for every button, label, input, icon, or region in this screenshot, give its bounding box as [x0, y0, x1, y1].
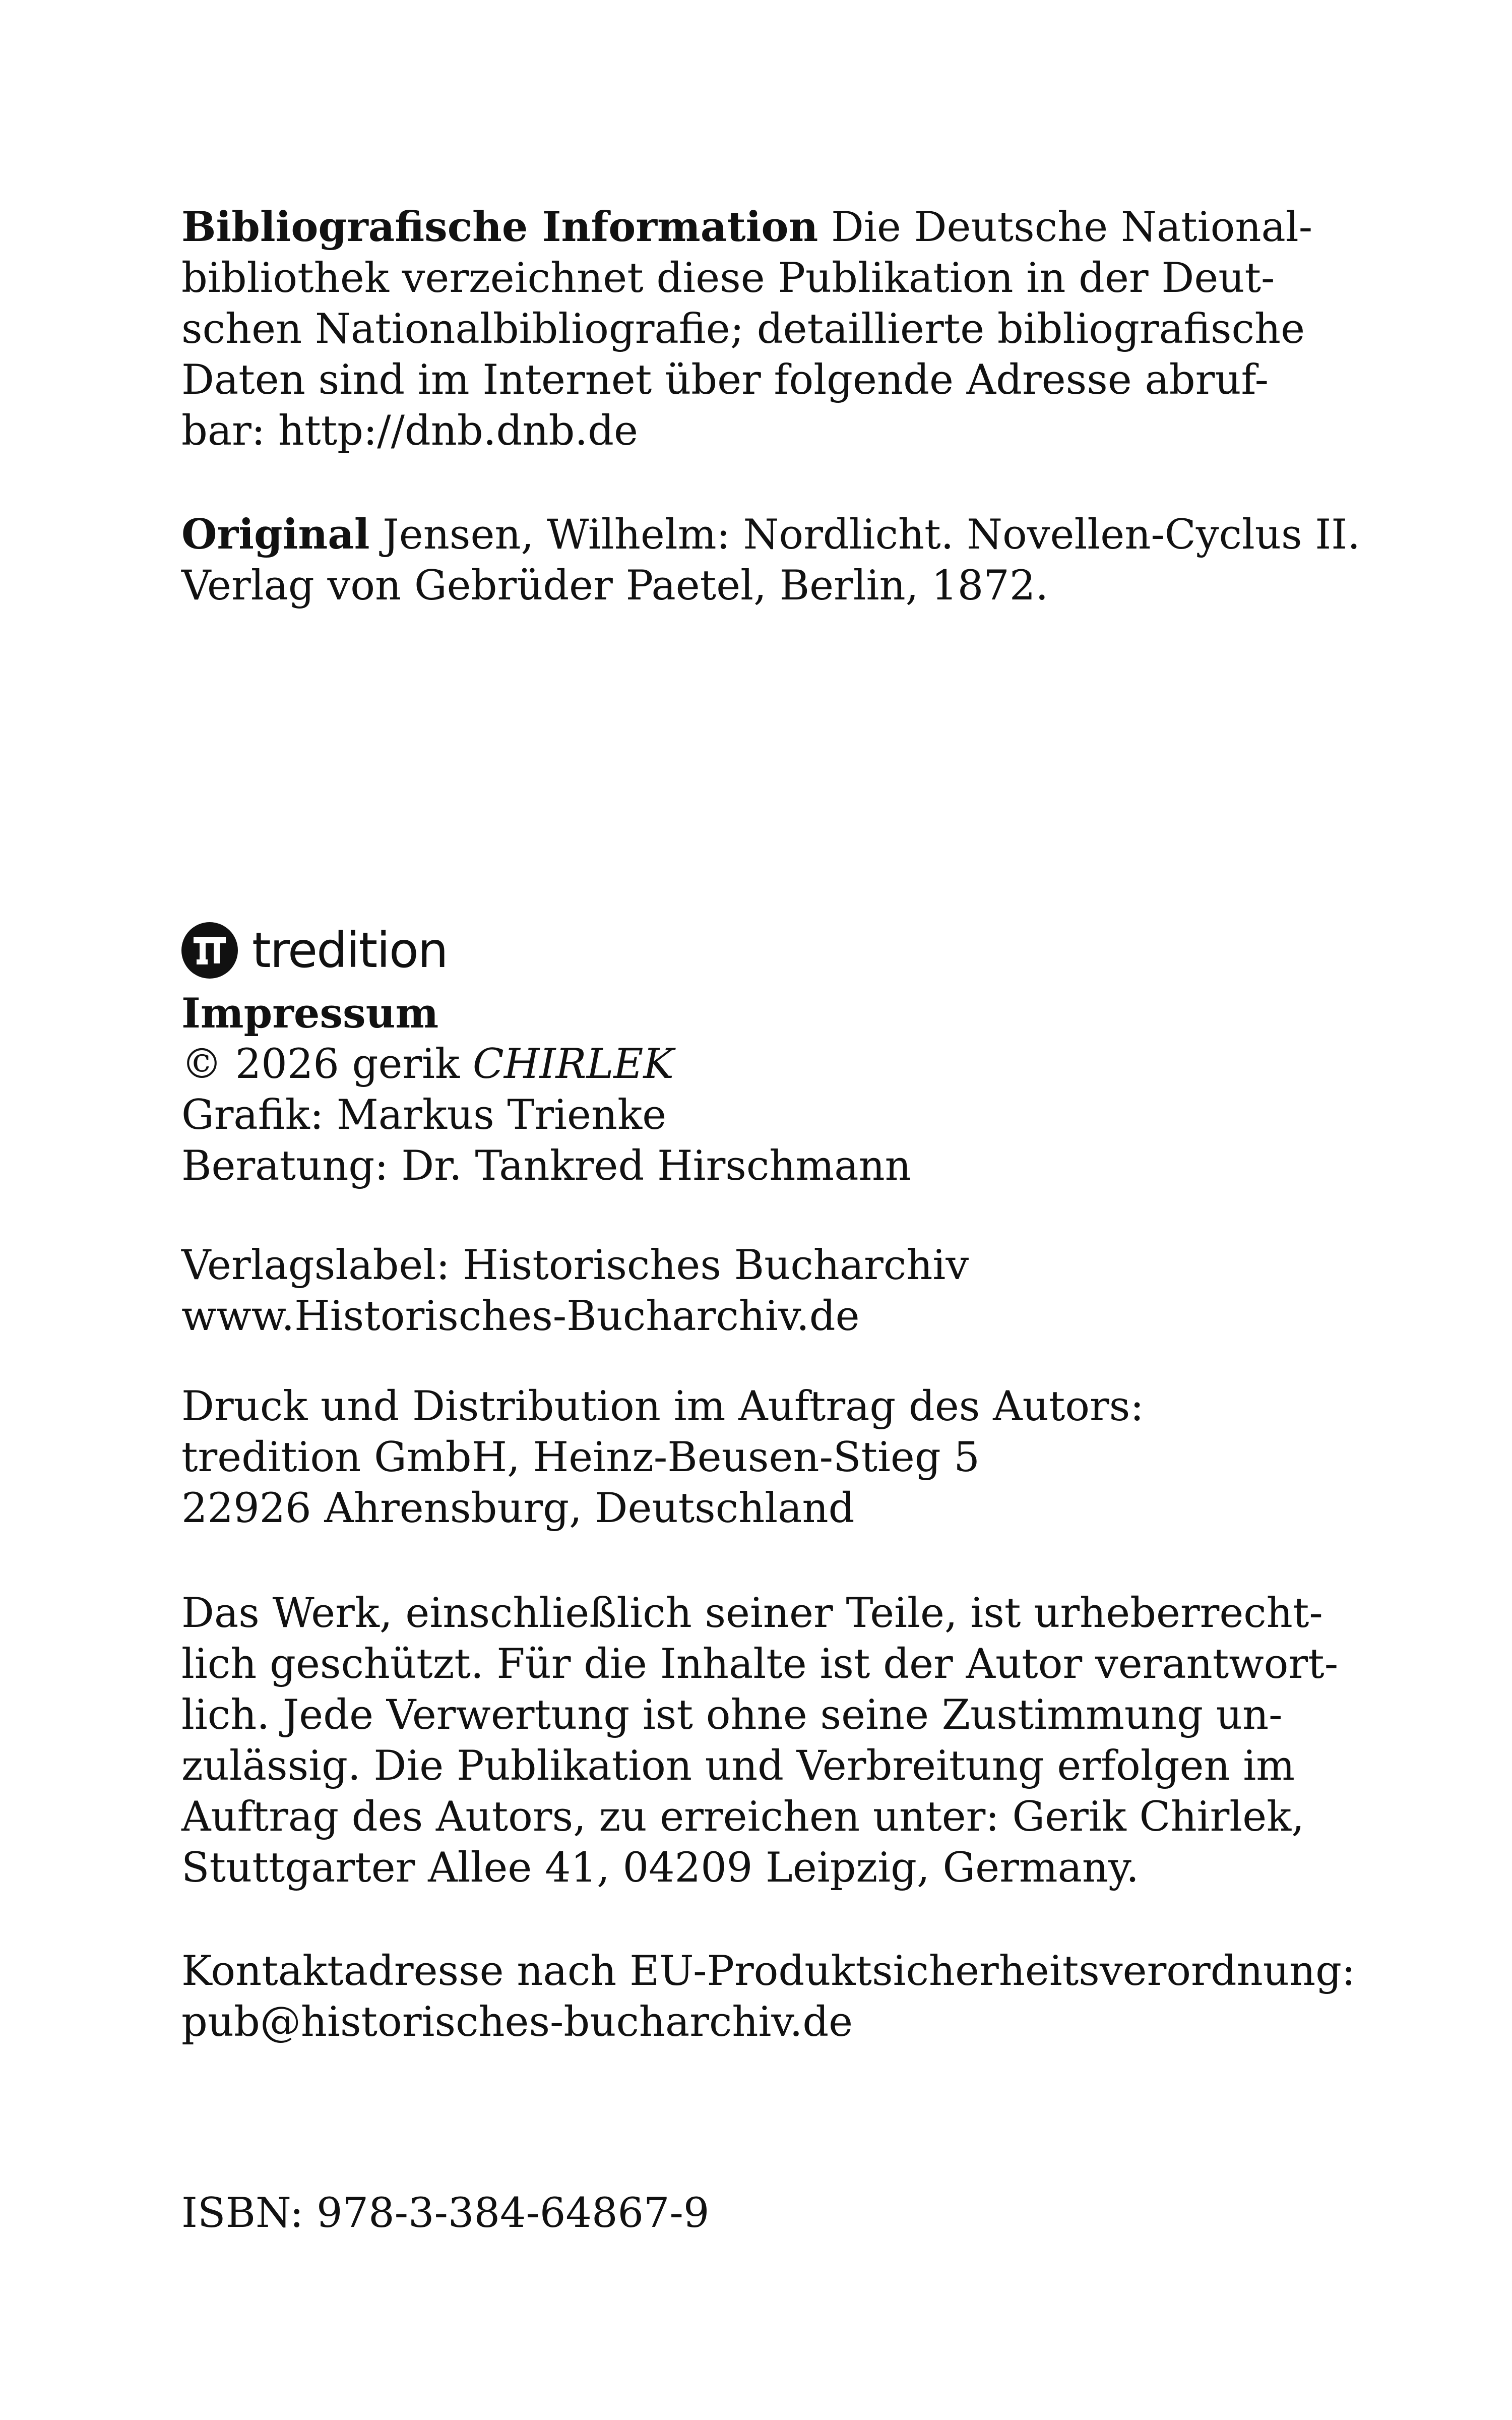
bibliographic-heading: Bibliografische Information: [181, 203, 818, 251]
impressum-block: [181, 988, 1341, 1192]
rights-line-6: Stuttgarter Allee 41, 04209 Leipzig, Germany.: [181, 1844, 1139, 1892]
tredition-logo-icon: [181, 922, 238, 979]
print-distribution-line-3: 22926 Ahrensburg, Deutschland: [181, 1485, 855, 1532]
grafik-credit: Grafik: Markus Trienke: [181, 1092, 667, 1139]
publisher-label: Verlagslabel: Historisches Bucharchiv: [181, 1242, 969, 1289]
tredition-logo: [181, 918, 448, 983]
bibliographic-text-1: Die Deutsche National-: [818, 204, 1313, 251]
contact-label: Kontaktadresse nach EU-Produktsicherheitsverordnung:: [181, 1948, 1356, 1995]
original-heading: Original: [181, 511, 370, 559]
tredition-logo-text: tredition: [252, 922, 448, 979]
print-distribution-block: [181, 1381, 1341, 1534]
rights-line-2: lich geschützt. Für die Inhalte ist der Autor verantwort-: [181, 1641, 1339, 1688]
impressum-heading: Impressum: [181, 990, 439, 1038]
rights-line-3: lich. Jede Verwertung ist ohne seine Zustimmung un-: [181, 1691, 1283, 1739]
bibliographic-line-1: [181, 202, 1341, 253]
publisher-label-block: [181, 1240, 1341, 1342]
print-distribution-line-1: Druck und Distribution im Auftrag des Autors:: [181, 1383, 1144, 1430]
publisher-website: www.Historisches-Bucharchiv.de: [181, 1293, 860, 1340]
contact-block: [181, 1946, 1356, 2048]
bibliographic-line-4: Daten sind im Internet über folgende Adresse abruf-: [181, 356, 1269, 404]
print-distribution-line-2: tredition GmbH, Heinz-Beusen-Stieg 5: [181, 1434, 980, 1481]
copyright-author-name: CHIRLEK: [472, 1041, 674, 1088]
contact-email: pub@historisches-bucharchiv.de: [181, 1999, 853, 2046]
isbn-number: ISBN: 978-3-384-64867-9: [181, 2190, 710, 2237]
original-edition-paragraph: [181, 509, 1360, 612]
beratung-credit: Beratung: Dr. Tankred Hirschmann: [181, 1142, 911, 1190]
rights-line-4: zulässig. Die Publikation und Verbreitung erfolgen im: [181, 1742, 1295, 1790]
rights-line-5: Auftrag des Autors, zu erreichen unter: Gerik Chirlek,: [181, 1793, 1304, 1841]
copyright-prefix: © 2026 gerik: [181, 1041, 473, 1088]
original-text-1: Jensen, Wilhelm: Nordlicht. Novellen-Cyclus II.: [369, 511, 1360, 559]
bibliographic-line-2: bibliothek verzeichnet diese Publikation in der Deut-: [181, 255, 1275, 302]
bibliographic-line-3: schen Nationalbibliografie; detaillierte bibliografische: [181, 306, 1305, 353]
original-line-2: Verlag von Gebrüder Paetel, Berlin, 1872.: [181, 562, 1049, 610]
rights-line-1: Das Werk, einschließlich seiner Teile, ist urheberrecht-: [181, 1590, 1323, 1637]
copyright-notice-paragraph: [181, 1588, 1341, 1894]
copyright-line: [181, 1039, 1341, 1090]
isbn-block: [181, 2188, 1341, 2239]
bibliographic-line-5: bar: http://dnb.dnb.de: [181, 407, 638, 455]
bibliographic-info-paragraph: [181, 202, 1341, 457]
original-line-1: [181, 509, 1360, 561]
